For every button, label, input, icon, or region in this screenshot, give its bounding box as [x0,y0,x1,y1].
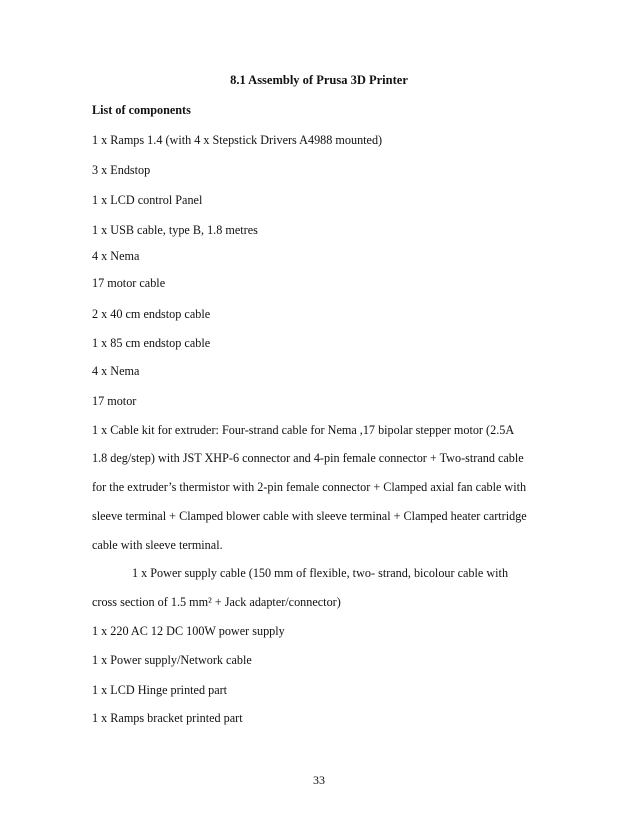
page-number: 33 [313,773,325,787]
component-line: 1 x LCD control Panel [92,193,203,207]
component-line: 17 motor cable [92,276,166,290]
component-line: 1 x USB cable, type B, 1.8 metres [92,223,258,237]
component-line: 1 x 220 AC 12 DC 100W power supply [92,624,285,638]
component-paragraph-line: cable with sleeve terminal. [92,538,223,552]
component-paragraph-line: for the extruder’s thermistor with 2-pin female connector + Clamped axial fan cable with [92,480,527,494]
component-paragraph-line: 1 x Power supply cable (150 mm of flexible, two- strand, bicolour cable with [132,566,509,580]
component-line: 1 x LCD Hinge printed part [92,683,228,697]
component-line: 1 x Power supply/Network cable [92,653,252,667]
component-line: 2 x 40 cm endstop cable [92,307,211,321]
list-title: List of components [92,103,191,117]
component-line: 1 x 85 cm endstop cable [92,336,211,350]
component-paragraph-line: sleeve terminal + Clamped blower cable with sleeve terminal + Clamped heater cartridge [92,509,527,523]
component-line: 17 motor [92,394,137,408]
component-line: 4 x Nema [92,249,140,263]
component-paragraph-line: 1.8 deg/step) with JST XHP-6 connector and 4-pin female connector + Two-strand cable [92,451,524,465]
section-heading: 8.1 Assembly of Prusa 3D Printer [230,73,408,87]
component-paragraph-line: 1 x Cable kit for extruder: Four-strand cable for Nema ,17 bipolar stepper motor (2.5A [92,423,515,437]
component-line: 4 x Nema [92,364,140,378]
component-paragraph-line: cross section of 1.5 mm² + Jack adapter/connector) [92,595,341,609]
component-line: 3 x Endstop [92,163,151,177]
component-line: 1 x Ramps 1.4 (with 4 x Stepstick Drivers A4988 mounted) [92,133,383,147]
component-line: 1 x Ramps bracket printed part [92,711,243,725]
